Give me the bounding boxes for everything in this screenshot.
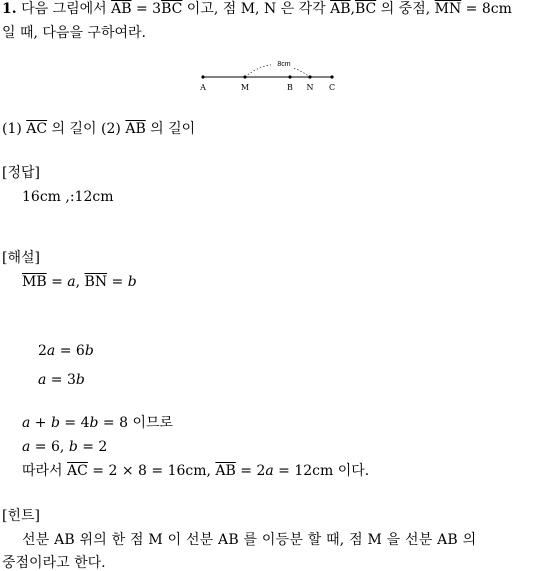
- math-variable: a: [22, 415, 31, 431]
- text-run: = 3: [46, 372, 76, 388]
- math-variable: a: [38, 372, 47, 388]
- label-m: M: [240, 83, 250, 92]
- text-run: = 12cm 이다.: [273, 463, 370, 479]
- problem-line-1-text: [17, 1, 512, 17]
- segment-name: $\overline{AC}$: [67, 463, 88, 479]
- text-run: = 6,: [30, 439, 69, 455]
- math-variable: a: [265, 463, 274, 479]
- point-n: [308, 75, 311, 78]
- label-c: C: [328, 83, 336, 92]
- text-run: +: [30, 415, 51, 431]
- equation-1: [38, 344, 94, 358]
- segment-name: $\overline{BC}$: [161, 1, 183, 17]
- segment-name: $\overline{AB}$: [330, 1, 351, 17]
- segment-name: $\overline{BN}$: [84, 274, 108, 290]
- text-run: 의 길이 (2): [47, 121, 126, 137]
- equation-5: [22, 464, 369, 478]
- segment-name: $\overline{AB}$: [215, 463, 236, 479]
- label-a: A: [200, 83, 206, 92]
- hint-line-2: 중점이라고 한다.: [2, 555, 106, 571]
- point-b: [288, 75, 291, 78]
- text-run: = 6: [55, 343, 85, 359]
- segment-name: $\overline{AB}$: [125, 121, 146, 137]
- text-run: = 8cm: [461, 1, 512, 17]
- math-variable: b: [68, 439, 78, 455]
- problem-line-1: [2, 2, 512, 16]
- distance-label: 8cm: [277, 61, 291, 68]
- text-run: 2: [38, 343, 47, 359]
- text-run: (1): [2, 121, 27, 137]
- hint-line-1: 선분 AB 위의 한 점 M 이 선분 AB 를 이등분 할 때, 점 M 을 선분 AB 의: [22, 532, 477, 548]
- text-run: 의 길이: [145, 121, 196, 137]
- math-variable: b: [89, 415, 99, 431]
- text-run: 따라서: [22, 463, 68, 479]
- segment-name: $\overline{AC}$: [26, 121, 48, 137]
- answer-header: [정답]: [2, 165, 40, 181]
- text-run: ,: [350, 1, 355, 17]
- hint-header: [힌트]: [2, 508, 40, 524]
- equation-2: [38, 373, 85, 387]
- text-run: = 2: [235, 463, 266, 479]
- math-variable: b: [127, 274, 137, 290]
- math-variable: b: [84, 343, 94, 359]
- text-run: =: [46, 274, 68, 290]
- text-run: = 2: [77, 439, 108, 455]
- text-run: 의 중점,: [376, 1, 435, 17]
- questions: [2, 122, 195, 136]
- math-variable: b: [75, 372, 85, 388]
- text-run: = 2 × 8 = 16cm,: [87, 463, 216, 479]
- text-run: = 4: [59, 415, 90, 431]
- point-a: [201, 75, 204, 78]
- math-variable: b: [51, 415, 60, 431]
- text-run: 다음 그림에서: [16, 1, 112, 17]
- problem-number: 1.: [2, 1, 17, 17]
- equation-3: [22, 416, 173, 430]
- text-run: = 3: [131, 1, 162, 17]
- point-m: [243, 75, 246, 78]
- segment-name: $\overline{AB}$: [111, 1, 132, 17]
- text-run: 이고, 점 M, N 은 각각: [182, 1, 331, 17]
- explanation-line-1: [22, 275, 137, 289]
- answer-text: 16cm ,:12cm: [22, 189, 114, 205]
- text-run: ,: [75, 274, 85, 290]
- label-b: B: [287, 83, 293, 92]
- segment-figure: [195, 56, 340, 96]
- segment-name: $\overline{MN}$: [434, 1, 462, 17]
- label-n: N: [306, 83, 314, 92]
- point-c: [330, 75, 333, 78]
- text-run: =: [107, 274, 128, 290]
- equation-4: [22, 440, 107, 454]
- math-variable: a: [67, 274, 76, 290]
- explanation-header: [해설]: [2, 250, 40, 266]
- problem-line-2: 일 때, 다음을 구하여라.: [2, 25, 146, 41]
- segment-name: $\overline{BC}$: [354, 1, 377, 17]
- math-variable: a: [22, 439, 31, 455]
- math-variable: a: [46, 343, 56, 359]
- text-run: = 8 이므로: [98, 415, 174, 431]
- segment-name: $\overline{MB}$: [22, 274, 47, 290]
